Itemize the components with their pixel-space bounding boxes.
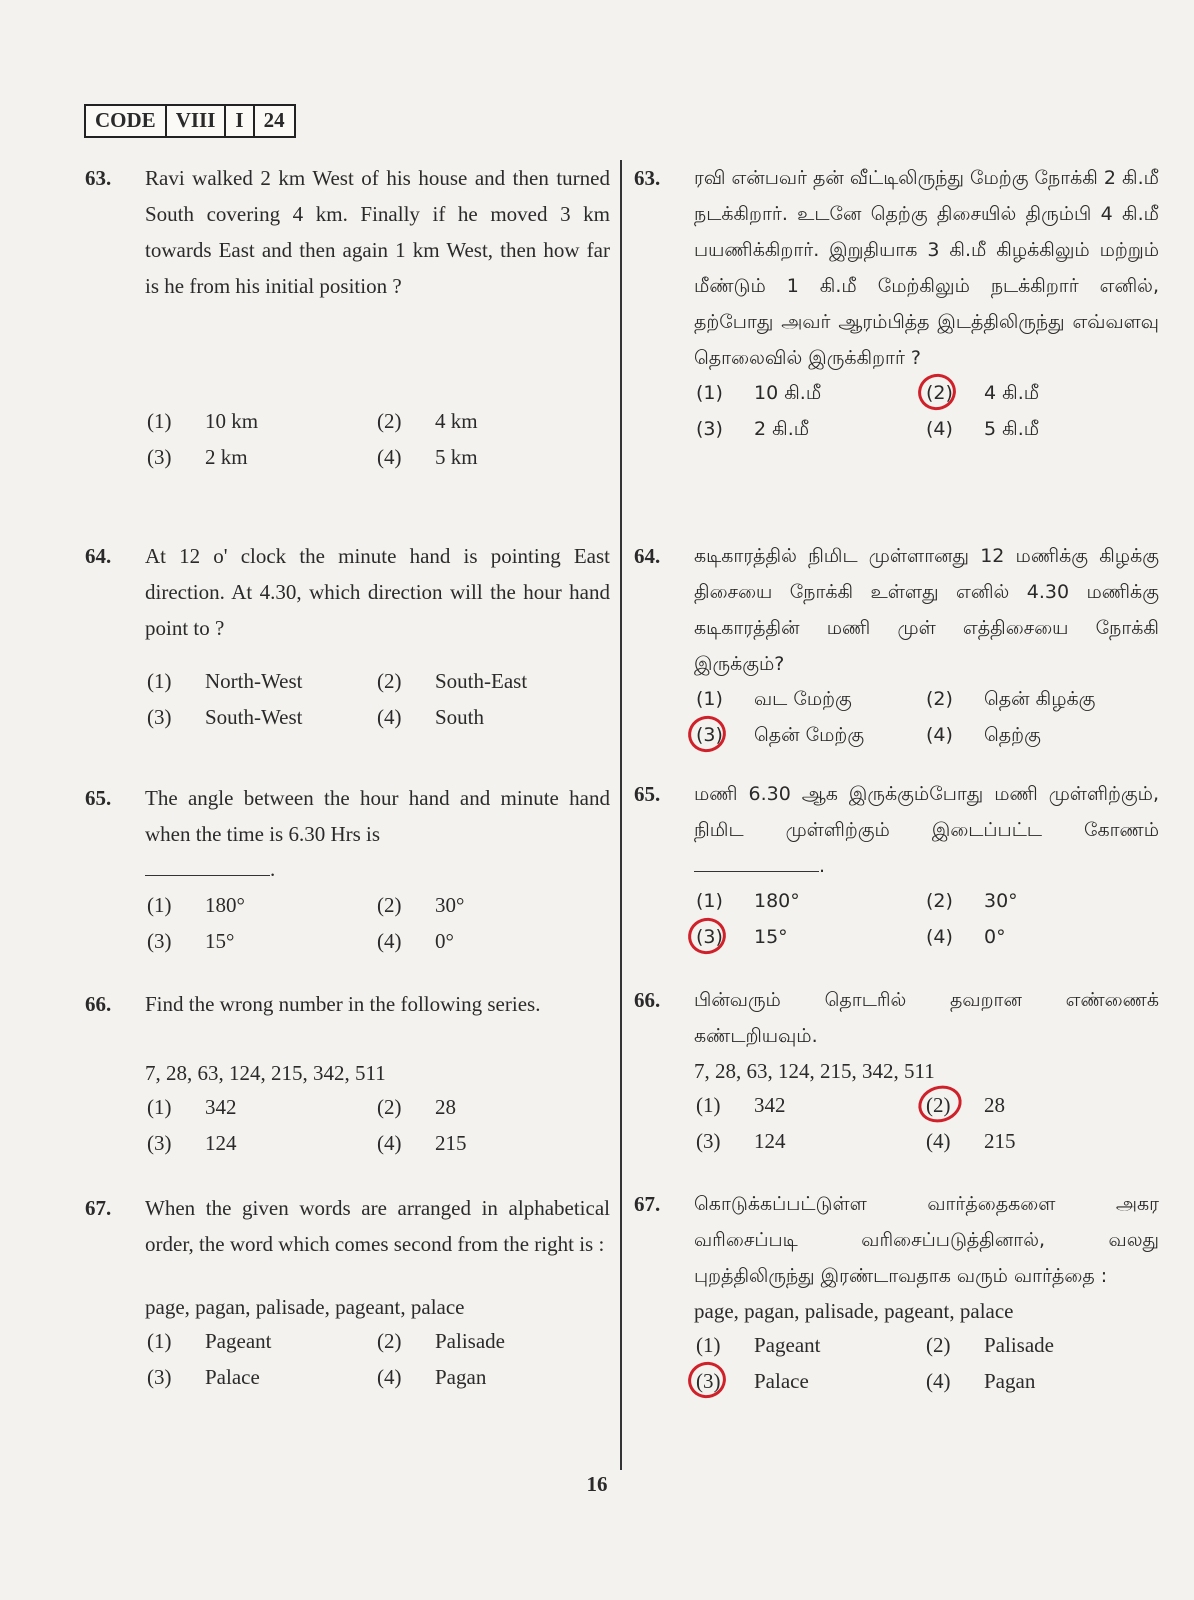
option-text: Pagan bbox=[435, 1365, 487, 1389]
number-series: 7, 28, 63, 124, 215, 342, 511 bbox=[694, 1059, 935, 1083]
option-text: 2 km bbox=[205, 445, 248, 469]
option-number: (4) bbox=[926, 926, 953, 948]
answer-blank bbox=[694, 870, 819, 872]
option-text: Palace bbox=[754, 1369, 809, 1393]
option-1[interactable] bbox=[696, 1088, 926, 1122]
option-text: 4 கி.மீ bbox=[984, 382, 1040, 404]
question-64-ta bbox=[634, 538, 1159, 752]
question-number: 66. bbox=[85, 992, 112, 1016]
word-list: page, pagan, palisade, pageant, palace bbox=[694, 1299, 1014, 1323]
option-number: (3) bbox=[147, 1365, 172, 1389]
option-4[interactable] bbox=[377, 924, 607, 958]
option-1[interactable] bbox=[147, 1324, 377, 1358]
option-text: Palisade bbox=[984, 1333, 1054, 1357]
option-number: (1) bbox=[147, 669, 172, 693]
option-3-selected[interactable] bbox=[696, 1364, 926, 1398]
option-number: (4) bbox=[926, 724, 953, 746]
option-text: வட மேற்கு bbox=[754, 688, 852, 710]
question-stem: மணி 6.30 ஆக இருக்கும்போது மணி முள்ளிற்கும், நிமிட முள்ளிற்கும் இடைப்பட்ட கோணம் . bbox=[694, 783, 1159, 877]
option-text: 15° bbox=[205, 929, 235, 953]
options-grid bbox=[147, 1324, 610, 1394]
option-text: North-West bbox=[205, 669, 303, 693]
question-63-ta bbox=[634, 160, 1159, 446]
options-grid bbox=[147, 404, 610, 474]
option-text: 124 bbox=[205, 1131, 237, 1155]
option-text: 180° bbox=[205, 893, 245, 917]
option-2[interactable] bbox=[377, 404, 607, 438]
option-3-selected[interactable] bbox=[696, 920, 926, 954]
option-2[interactable] bbox=[377, 888, 607, 922]
code-paper: I bbox=[226, 106, 254, 136]
column-divider bbox=[620, 160, 622, 1470]
question-stem: Ravi walked 2 km West of his house and then turned South covering 4 km. Finally if he moved 3 km towards East and then again 1 km West, then how far is he from his initial position ? bbox=[145, 166, 610, 298]
number-series: 7, 28, 63, 124, 215, 342, 511 bbox=[145, 1061, 386, 1085]
question-63-en bbox=[85, 160, 610, 474]
option-1[interactable] bbox=[696, 376, 926, 410]
option-number: (4) bbox=[377, 929, 402, 953]
option-text: Palisade bbox=[435, 1329, 505, 1353]
option-number: (2) bbox=[926, 890, 953, 912]
question-stem-text: மணி 6.30 ஆக இருக்கும்போது மணி முள்ளிற்கும், நிமிட முள்ளிற்கும் இடைப்பட்ட கோணம் bbox=[694, 783, 1159, 841]
question-number: 67. bbox=[634, 1192, 661, 1216]
option-text: 28 bbox=[435, 1095, 456, 1119]
option-text: Pageant bbox=[205, 1329, 272, 1353]
option-number: (3) bbox=[696, 1369, 721, 1393]
option-number: (3) bbox=[696, 926, 723, 948]
option-number: (4) bbox=[926, 1129, 951, 1153]
option-text: 10 கி.மீ bbox=[754, 382, 822, 404]
option-text: South-West bbox=[205, 705, 303, 729]
option-text: 30° bbox=[984, 890, 1018, 912]
option-number: (2) bbox=[926, 382, 953, 404]
option-text: 180° bbox=[754, 890, 800, 912]
option-3[interactable] bbox=[147, 700, 377, 734]
option-4[interactable] bbox=[926, 1124, 1156, 1158]
option-text: South-East bbox=[435, 669, 528, 693]
options-grid bbox=[696, 376, 1159, 446]
option-text: 342 bbox=[754, 1093, 786, 1117]
option-3[interactable] bbox=[147, 440, 377, 474]
option-4[interactable] bbox=[377, 1360, 607, 1394]
word-list: page, pagan, palisade, pageant, palace bbox=[145, 1295, 465, 1319]
option-number: (4) bbox=[377, 1365, 402, 1389]
option-number: (2) bbox=[377, 409, 402, 433]
question-number: 66. bbox=[634, 988, 661, 1012]
option-text: South bbox=[435, 705, 485, 729]
option-text: 4 km bbox=[435, 409, 478, 433]
option-number: (3) bbox=[147, 1131, 172, 1155]
option-number: (1) bbox=[147, 893, 172, 917]
option-text: 215 bbox=[984, 1129, 1016, 1153]
option-number: (2) bbox=[377, 1329, 402, 1353]
option-1[interactable] bbox=[696, 884, 926, 918]
option-number: (2) bbox=[926, 1333, 951, 1357]
option-number: (2) bbox=[926, 688, 953, 710]
option-number: (4) bbox=[926, 418, 953, 440]
option-number: (3) bbox=[696, 1129, 721, 1153]
option-text: Pageant bbox=[754, 1333, 821, 1357]
options-grid bbox=[147, 888, 610, 958]
option-2[interactable] bbox=[377, 1324, 607, 1358]
option-4[interactable] bbox=[926, 412, 1156, 446]
option-text: Palace bbox=[205, 1365, 260, 1389]
option-1[interactable] bbox=[147, 1090, 377, 1124]
question-stem: ரவி என்பவர் தன் வீட்டிலிருந்து மேற்கு நோக்கி 2 கி.மீ நடக்கிறார். உடனே தெற்கு திசையில் திரும்பி 4 கி.மீ பயணிக்கிறார். இறுதியாக 3 கி.மீ கிழக்கிலும் மற்றும் மீண்டும் 1 கி.மீ மேற்கிலும் நடக்கிறார் எனில், தற்போது அவர் ஆரம்பித்த இடத்திலிருந்து எவ்வளவு தொலைவில் இருக்கிறார் ? bbox=[694, 167, 1159, 369]
answer-blank: . bbox=[145, 852, 610, 886]
code-class: VIII bbox=[167, 106, 227, 136]
option-text: 0° bbox=[984, 926, 1006, 948]
option-3[interactable] bbox=[147, 1360, 377, 1394]
question-stem: At 12 o' clock the minute hand is pointing East direction. At 4.30, which direction will the hour hand point to ? bbox=[145, 544, 610, 640]
option-number: (1) bbox=[696, 890, 723, 912]
option-3[interactable] bbox=[696, 1124, 926, 1158]
option-number: (2) bbox=[377, 1095, 402, 1119]
question-67-en bbox=[85, 1190, 610, 1394]
option-4[interactable] bbox=[377, 700, 607, 734]
question-stem: பின்வரும் தொடரில் தவறான எண்ணைக் கண்டறியவும். bbox=[694, 989, 1159, 1047]
option-4[interactable] bbox=[377, 1126, 607, 1160]
option-number: (4) bbox=[377, 705, 402, 729]
question-number: 64. bbox=[85, 544, 112, 568]
option-text: 215 bbox=[435, 1131, 467, 1155]
question-number: 63. bbox=[634, 166, 661, 190]
question-stem: When the given words are arranged in alphabetical order, the word which comes second from the right is : bbox=[145, 1196, 610, 1256]
option-4[interactable] bbox=[926, 718, 1156, 752]
option-number: (2) bbox=[926, 1093, 951, 1117]
option-text: 30° bbox=[435, 893, 465, 917]
option-2[interactable] bbox=[377, 1090, 607, 1124]
option-text: 28 bbox=[984, 1093, 1005, 1117]
question-number: 65. bbox=[634, 782, 661, 806]
option-text: 342 bbox=[205, 1095, 237, 1119]
option-2[interactable] bbox=[377, 664, 607, 698]
question-stem: கடிகாரத்தில் நிமிட முள்ளானது 12 மணிக்கு கிழக்கு திசையை நோக்கி உள்ளது எனில் 4.30 மணிக்கு கடிகாரத்தின் மணி முள் எத்திசையை நோக்கி இருக்கும்? bbox=[694, 545, 1159, 675]
question-65-en bbox=[85, 780, 610, 958]
options-grid bbox=[147, 1090, 610, 1160]
option-text: 15° bbox=[754, 926, 788, 948]
option-text: 5 கி.மீ bbox=[984, 418, 1040, 440]
question-number: 67. bbox=[85, 1196, 112, 1220]
question-stem: Find the wrong number in the following series. bbox=[145, 992, 541, 1016]
option-2-selected[interactable] bbox=[926, 1088, 1156, 1122]
option-3[interactable] bbox=[147, 924, 377, 958]
option-number: (4) bbox=[926, 1369, 951, 1393]
option-text: 124 bbox=[754, 1129, 786, 1153]
option-text: 5 km bbox=[435, 445, 478, 469]
options-grid bbox=[696, 1088, 1159, 1158]
option-number: (1) bbox=[696, 688, 723, 710]
option-text: 2 கி.மீ bbox=[754, 418, 810, 440]
options-grid bbox=[696, 1328, 1159, 1398]
options-grid bbox=[147, 664, 610, 734]
option-number: (2) bbox=[377, 893, 402, 917]
option-number: (4) bbox=[377, 445, 402, 469]
option-number: (3) bbox=[696, 418, 723, 440]
options-grid bbox=[696, 682, 1159, 752]
option-2[interactable] bbox=[926, 1328, 1156, 1362]
option-3[interactable] bbox=[696, 412, 926, 446]
option-text: தென் மேற்கு bbox=[754, 724, 865, 746]
option-4[interactable] bbox=[926, 1364, 1156, 1398]
question-stem: கொடுக்கப்பட்டுள்ள வார்த்தைகளை அகர வரிசைப்படி வரிசைப்படுத்தினால், வலது புறத்திலிருந்து இரண்டாவதாக வரும் வார்த்தை : bbox=[694, 1193, 1159, 1287]
option-2[interactable] bbox=[926, 884, 1156, 918]
question-stem: The angle between the hour hand and minute hand when the time is 6.30 Hrs is bbox=[145, 786, 610, 846]
question-66-en bbox=[85, 986, 610, 1160]
option-number: (1) bbox=[147, 409, 172, 433]
question-66-ta bbox=[634, 982, 1159, 1158]
option-1[interactable] bbox=[147, 404, 377, 438]
option-3[interactable] bbox=[147, 1126, 377, 1160]
option-4[interactable] bbox=[377, 440, 607, 474]
question-64-en bbox=[85, 538, 610, 734]
option-2-selected[interactable] bbox=[926, 376, 1156, 410]
option-2[interactable] bbox=[926, 682, 1156, 716]
option-text: தெற்கு bbox=[984, 724, 1041, 746]
option-text: தென் கிழக்கு bbox=[984, 688, 1096, 710]
option-number: (3) bbox=[147, 705, 172, 729]
question-number: 63. bbox=[85, 166, 112, 190]
option-1[interactable] bbox=[696, 1328, 926, 1362]
question-67-ta bbox=[634, 1186, 1159, 1398]
option-number: (1) bbox=[696, 1093, 721, 1117]
option-1[interactable] bbox=[147, 888, 377, 922]
option-number: (3) bbox=[147, 929, 172, 953]
question-number: 64. bbox=[634, 544, 661, 568]
page-number: 16 bbox=[586, 1472, 608, 1496]
option-text: Pagan bbox=[984, 1369, 1036, 1393]
question-number: 65. bbox=[85, 786, 112, 810]
option-text: 0° bbox=[435, 929, 454, 953]
option-number: (2) bbox=[377, 669, 402, 693]
code-label: CODE bbox=[86, 106, 167, 136]
option-number: (4) bbox=[377, 1131, 402, 1155]
options-grid bbox=[696, 884, 1159, 954]
option-3-selected[interactable] bbox=[696, 718, 926, 752]
option-number: (3) bbox=[696, 724, 723, 746]
option-number: (1) bbox=[147, 1095, 172, 1119]
option-number: (3) bbox=[147, 445, 172, 469]
question-65-ta bbox=[634, 776, 1159, 954]
code-number: 24 bbox=[263, 108, 285, 132]
option-number: (1) bbox=[696, 382, 723, 404]
option-number: (1) bbox=[696, 1333, 721, 1357]
option-number: (1) bbox=[147, 1329, 172, 1353]
code-box bbox=[84, 104, 296, 138]
option-4[interactable] bbox=[926, 920, 1156, 954]
option-1[interactable] bbox=[147, 664, 377, 698]
option-text: 10 km bbox=[205, 409, 259, 433]
option-1[interactable] bbox=[696, 682, 926, 716]
